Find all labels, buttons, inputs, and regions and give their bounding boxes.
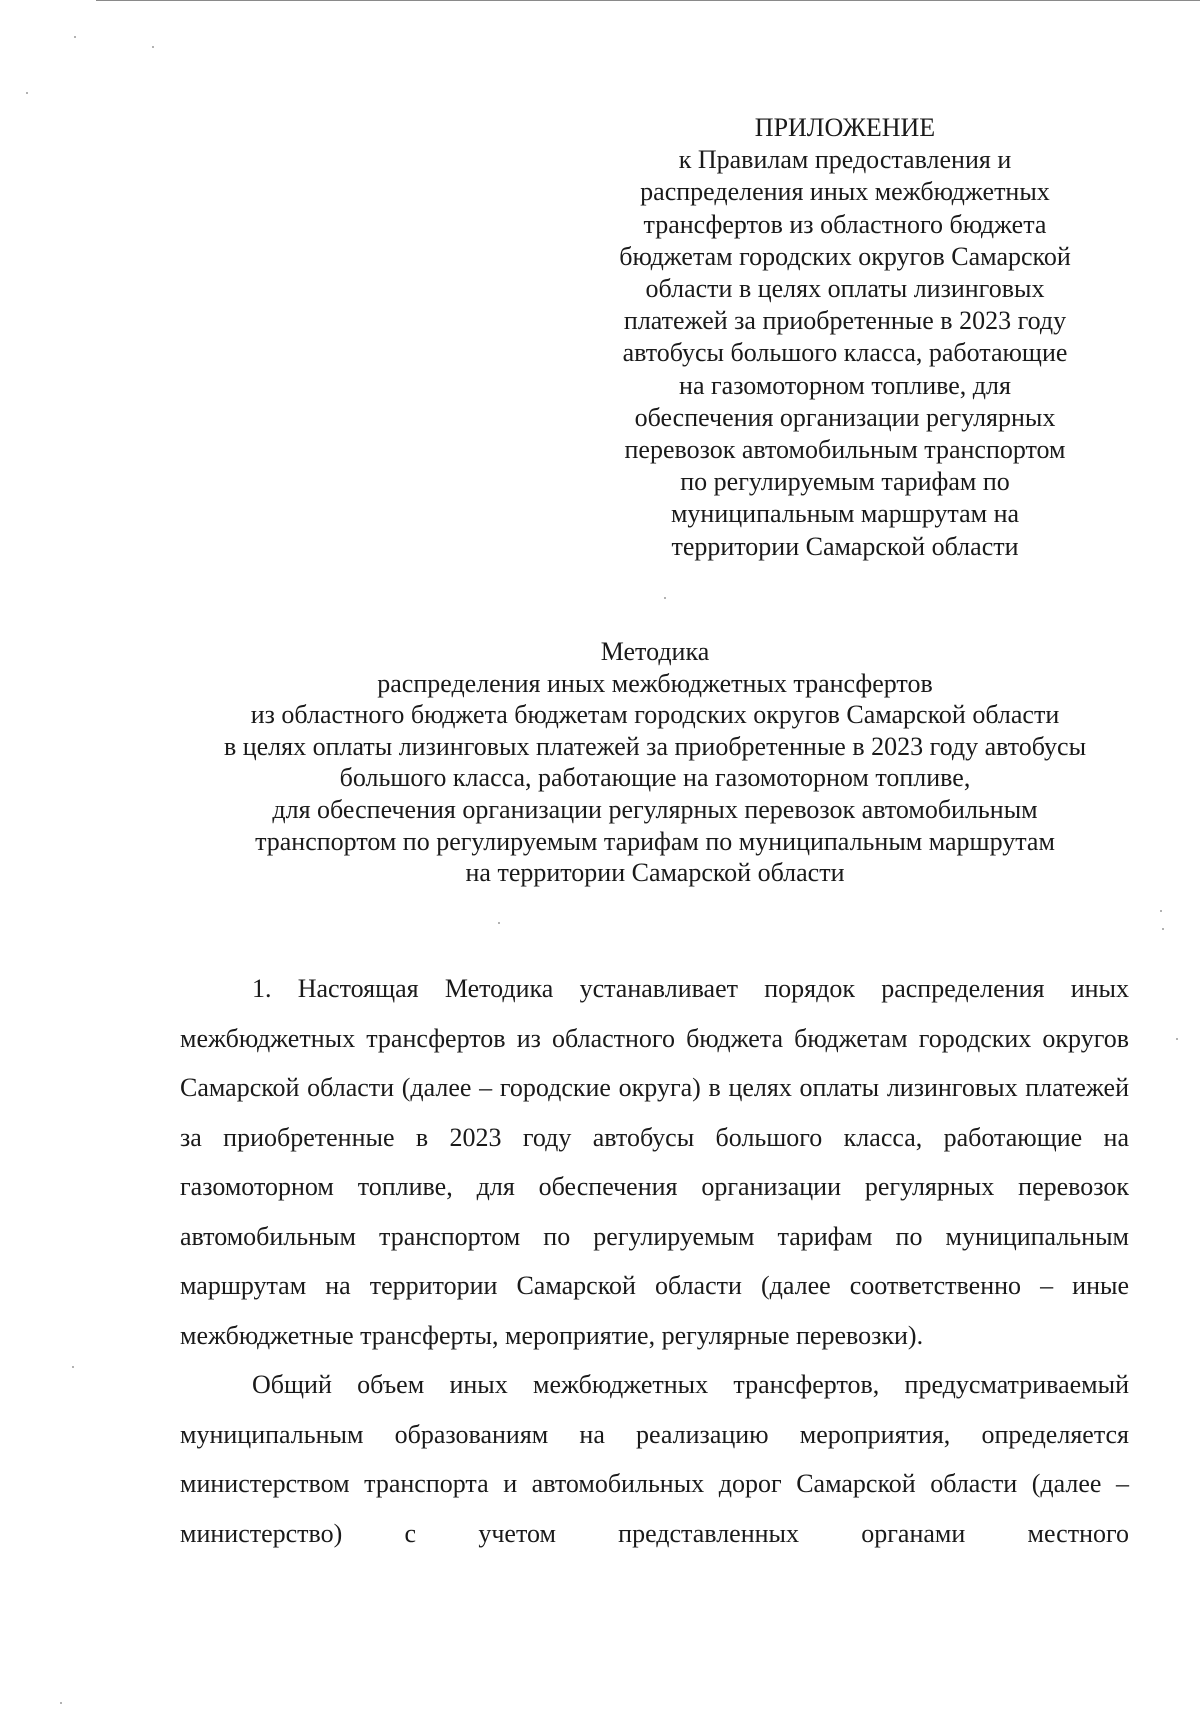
scan-speck: [664, 597, 666, 599]
appendix-line: области в целях оплаты лизинговых: [645, 274, 1045, 304]
appendix-line: муниципальным маршрутам на: [670, 499, 1020, 529]
appendix-line: платежей за приобретенные в 2023 году: [623, 306, 1067, 336]
paragraph-1: 1. Настоящая Методика устанавливает порядок распределения иных межбюджетных трансфертов из областного бюджета бюджетам городских округов Самарской области (далее – городские округа) в целях оплаты лизинговых платежей за приобретенные в 2023 году автобусы большого класса, работающие на газомоторном топливе, для обеспечения организации регулярных перевозок автомобильным транспортом по регулируемым тарифам по муниципальным маршрутам на территории Самарской области (далее соответственно – иные межбюджетные трансферты, мероприятие, регулярные перевозки).: [180, 974, 1129, 1350]
appendix-line: автобусы большого класса, работающие: [622, 338, 1068, 368]
methodology-subtitle-line: распределения иных межбюджетных трансфертов: [377, 668, 933, 698]
appendix-title: ПРИЛОЖЕНИЕ: [754, 113, 936, 142]
methodology-subtitle-line: из областного бюджета бюджетам городских округов Самарской области: [250, 700, 1060, 730]
scan-speck: [60, 1702, 62, 1704]
appendix-line: бюджетам городских округов Самарской: [619, 241, 1071, 271]
methodology-title: Методика: [600, 637, 710, 666]
appendix-line: на газомоторном топливе, для: [679, 370, 1011, 400]
appendix-line: по регулируемым тарифам по: [680, 467, 1010, 497]
document-body: [180, 964, 1129, 1558]
appendix-line: территории Самарской области: [671, 531, 1019, 561]
scan-speck: [1176, 1038, 1178, 1040]
methodology-subtitle-line: транспортом по регулируемым тарифам по муниципальным маршрутам: [255, 826, 1055, 856]
methodology-title-block: [170, 636, 1140, 889]
appendix-line: обеспечения организации регулярных: [634, 402, 1056, 432]
scan-speck: [26, 92, 28, 94]
methodology-subtitle-line: большого класса, работающие на газомоторном топливе,: [339, 763, 971, 793]
appendix-line: перевозок автомобильным транспортом: [624, 435, 1066, 465]
appendix-line: распределения иных межбюджетных: [640, 177, 1050, 207]
scan-top-edge: [96, 0, 1200, 1]
scan-speck: [72, 1366, 74, 1368]
paragraph-2: Общий объем иных межбюджетных трансфертов, предусматриваемый муниципальным образованиям на реализацию мероприятия, определяется министерством транспорта и автомобильных дорог Самарской области (далее – министерство) с учетом представленных органами местного: [180, 1370, 1129, 1548]
appendix-header: [560, 112, 1130, 563]
scan-speck: [74, 36, 76, 38]
appendix-line: трансфертов из областного бюджета: [643, 209, 1047, 239]
scan-speck: [1162, 928, 1164, 930]
scan-speck: [498, 922, 500, 924]
appendix-line: к Правилам предоставления и: [678, 145, 1012, 175]
methodology-subtitle-line: в целях оплаты лизинговых платежей за приобретенные в 2023 году автобусы: [223, 731, 1087, 761]
methodology-subtitle-line: на территории Самарской области: [465, 858, 845, 888]
scan-speck: [1160, 910, 1162, 912]
scan-speck: [152, 46, 154, 48]
methodology-subtitle-line: для обеспечения организации регулярных перевозок автомобильным: [272, 794, 1038, 824]
